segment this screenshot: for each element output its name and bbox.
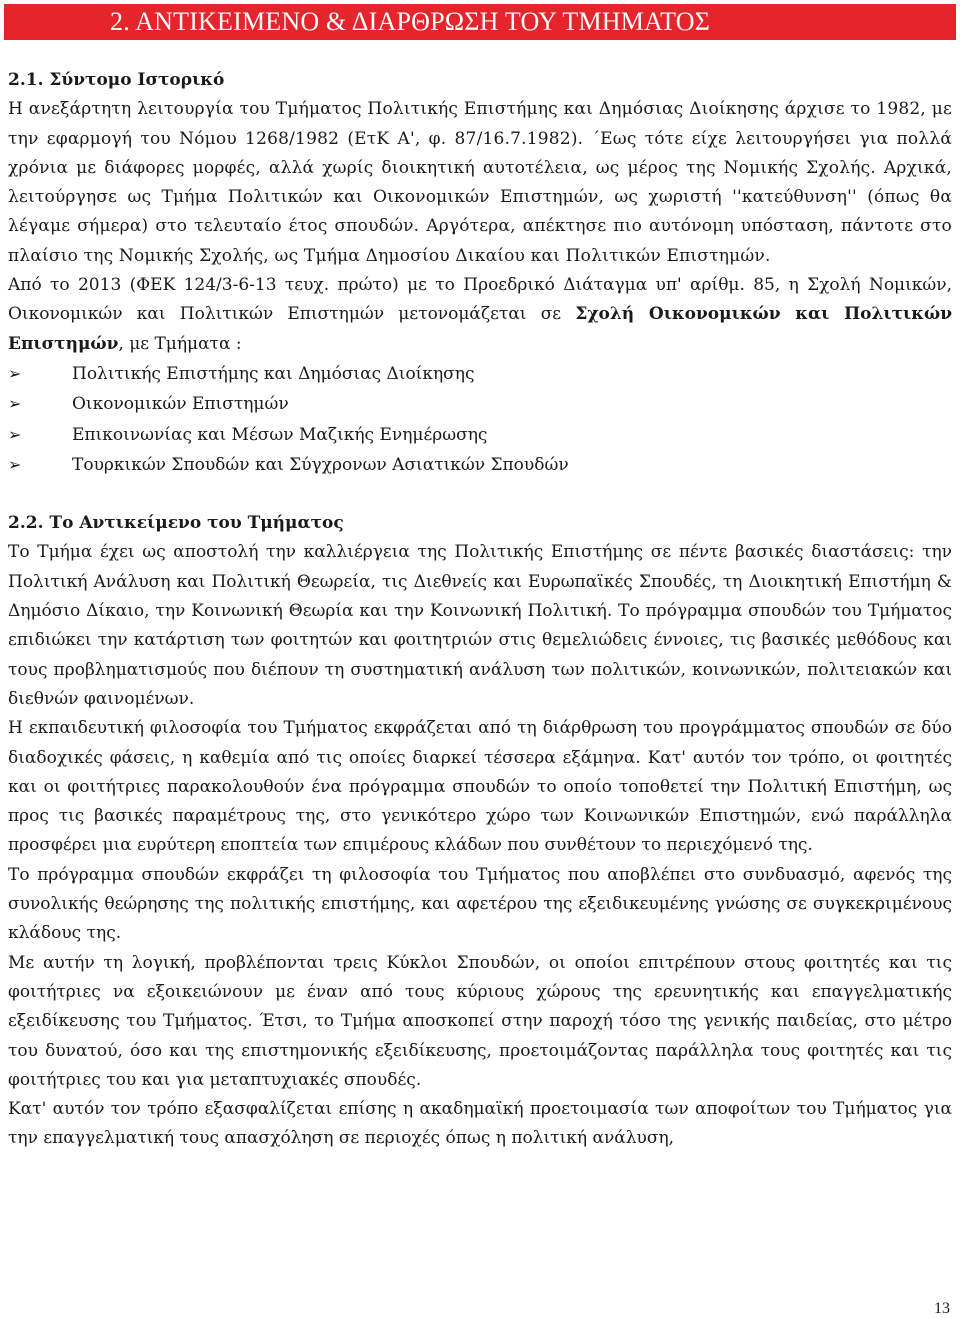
- section-spacer: [8, 480, 952, 509]
- subject-paragraph: Η εκπαιδευτική φιλοσοφία του Τμήματος εκφράζεται από τη διάρθρωση του προγράμματος σπουδών σε δύο διαδοχικές φάσεις, η καθεμία από τις οποίες διαρκεί τέσσερα εξάμηνα. Κατ' αυτόν τον τρόπο, οι φοιτητές και οι φοιτήτριες παρακολουθούν ένα πρόγραμμα σπουδών το οποίο τοποθετεί την Πολιτική Επιστήμη, ως προς τις βασικές παραμέτρους της, στο γενικότερο χώρο των Κοινωνικών Επιστημών, ενώ παράλληλα προσφέρει μια ευρύτερη εποπτεία των επιμέρους κλάδων που συνθέτουν το περιεχόμενό της.: [8, 718, 952, 856]
- history-paragraph-1: Η ανεξάρτητη λειτουργία του Τμήματος Πολιτικής Επιστήμης και Δημόσιας Διοίκησης άρχισε το 1982, με την εφαρμογή του Νόμου 1268/1982 (ΕτΚ Α', φ. 87/16.7.1982). ΄Εως τότε είχε λειτουργήσει για πολλά χρόνια με διάφορες μορφές, αλλά χωρίς διοικητική αυτοτέλεια, ως μέρος της Νομικής Σχολής. Αρχικά, λειτούργησε ως Τμήμα Πολιτικών και Οικονομικών Επιστημών, ως χωριστή ''κατεύθυνση'' (όπως θα λέγαμε σήμερα) στο τελευταίο έτος σπουδών. Αργότερα, απέκτησε πιο αυτόνομη υπόσταση, πάντοτε στο πλαίσιο της Νομικής Σχολής, ως Τμήμα Δημοσίου Δικαίου και Πολιτικών Επιστημών.: [8, 99, 952, 266]
- section-banner: [4, 4, 956, 40]
- history-paragraph-2-start: Από το 2013 (ΦΕΚ 124/3-6-13 τευχ. πρώτο) με το Προεδρικό Διάταγμα υπ' αρίθμ. 85, η Σχολή Νομικών, Οικονομικών και Πολιτικών Επιστημών μετονομάζεται σε: [8, 275, 952, 325]
- subsection-heading-history: 2.1. Σύντομο Ιστορικό: [8, 70, 225, 90]
- list-item: [8, 359, 952, 389]
- history-paragraph-2: [8, 271, 952, 359]
- page-number: 13: [934, 1300, 950, 1317]
- list-item-text: Επικοινωνίας και Μέσων Μαζικής Ενημέρωσης: [72, 424, 488, 445]
- history-paragraph-2-end: , με Τμήματα :: [118, 333, 242, 354]
- list-item-text: Πολιτικής Επιστήμης και Δημόσιας Διοίκησης: [72, 363, 475, 384]
- arrow-bullet-icon: ➢: [8, 424, 22, 444]
- document-body: [8, 66, 952, 1154]
- arrow-bullet-icon: ➢: [8, 363, 22, 383]
- list-item-text: Οικονομικών Επιστημών: [72, 394, 289, 415]
- subject-paragraph: Με αυτήν τη λογική, προβλέπονται τρεις Κύκλοι Σπουδών, οι οποίοι επιτρέπουν στους φοιτητές και τις φοιτήτριες να εξοικειώνουν με έναν από τους κύριους χώρους της ερευνητικής και επαγγελματικής εξειδίκευσης του Τμήματος. Έτσι, το Τμήμα αποσκοπεί στην παροχή τόσο της γενικής παιδείας, στο μέτρο του δυνατού, όσο και της επιστημονικής εξειδίκευσης, προετοιμάζοντας παράλληλα τους φοιτητές και τις φοιτήτριες του και για μεταπτυχιακές σπουδές.: [8, 952, 952, 1090]
- subject-paragraph: Το Τμήμα έχει ως αποστολή την καλλιέργεια της Πολιτικής Επιστήμης σε πέντε βασικές διαστάσεις: την Πολιτική Ανάλυση και Πολιτική Θεωρεία, τις Διεθνείς και Ευρωπαϊκές Σπουδές, τη Διοικητική Επιστήμη & Δημόσιο Δίκαιο, την Κοινωνική Θεωρία και την Κοινωνική Πολιτική. Το πρόγραμμα σπουδών του Τμήματος επιδιώκει την κατάρτιση των φοιτητών και φοιτητριών στις θεμελιώδεις έννοιες, τις βασικές μεθόδους και τους προβληματισμούς που διέπουν τη συστηματική ανάλυση των πολιτικών, κοινωνικών, πολιτειακών και διεθνών φαινομένων.: [8, 542, 952, 709]
- section-title: 2. ΑΝΤΙΚΕΙΜΕΝΟ & ΔΙΑΡΘΡΩΣΗ ΤΟΥ ΤΜΗΜΑΤΟΣ: [110, 7, 711, 36]
- list-item: [8, 450, 952, 480]
- list-item: [8, 420, 952, 450]
- arrow-bullet-icon: ➢: [8, 454, 22, 474]
- departments-list: [8, 359, 952, 480]
- subject-paragraph: Κατ' αυτόν τον τρόπο εξασφαλίζεται επίσης η ακαδημαϊκή προετοιμασία των αποφοίτων του Τμήματος για την επαγγελματική τους απασχόληση σε περιοχές όπως η πολιτική ανάλυση,: [8, 1099, 952, 1149]
- arrow-bullet-icon: ➢: [8, 394, 22, 414]
- list-item-text: Τουρκικών Σπουδών και Σύγχρονων Ασιατικών Σπουδών: [72, 454, 569, 475]
- list-item: [8, 389, 952, 419]
- school-name-bold: Σχολή Οικονομικών και Πολιτικών Επιστημών: [8, 304, 952, 354]
- subject-paragraph: Το πρόγραμμα σπουδών εκφράζει τη φιλοσοφία του Τμήματος που αποβλέπει στο συνδυασμό, αφενός της συνολικής θεώρησης της πολιτικής επιστήμης, και αφετέρου της εξειδικευμένης γνώσης σε συγκεκριμένους κλάδους της.: [8, 864, 952, 944]
- subsection-heading-subject: 2.2. Το Αντικείμενο του Τμήματος: [8, 513, 344, 534]
